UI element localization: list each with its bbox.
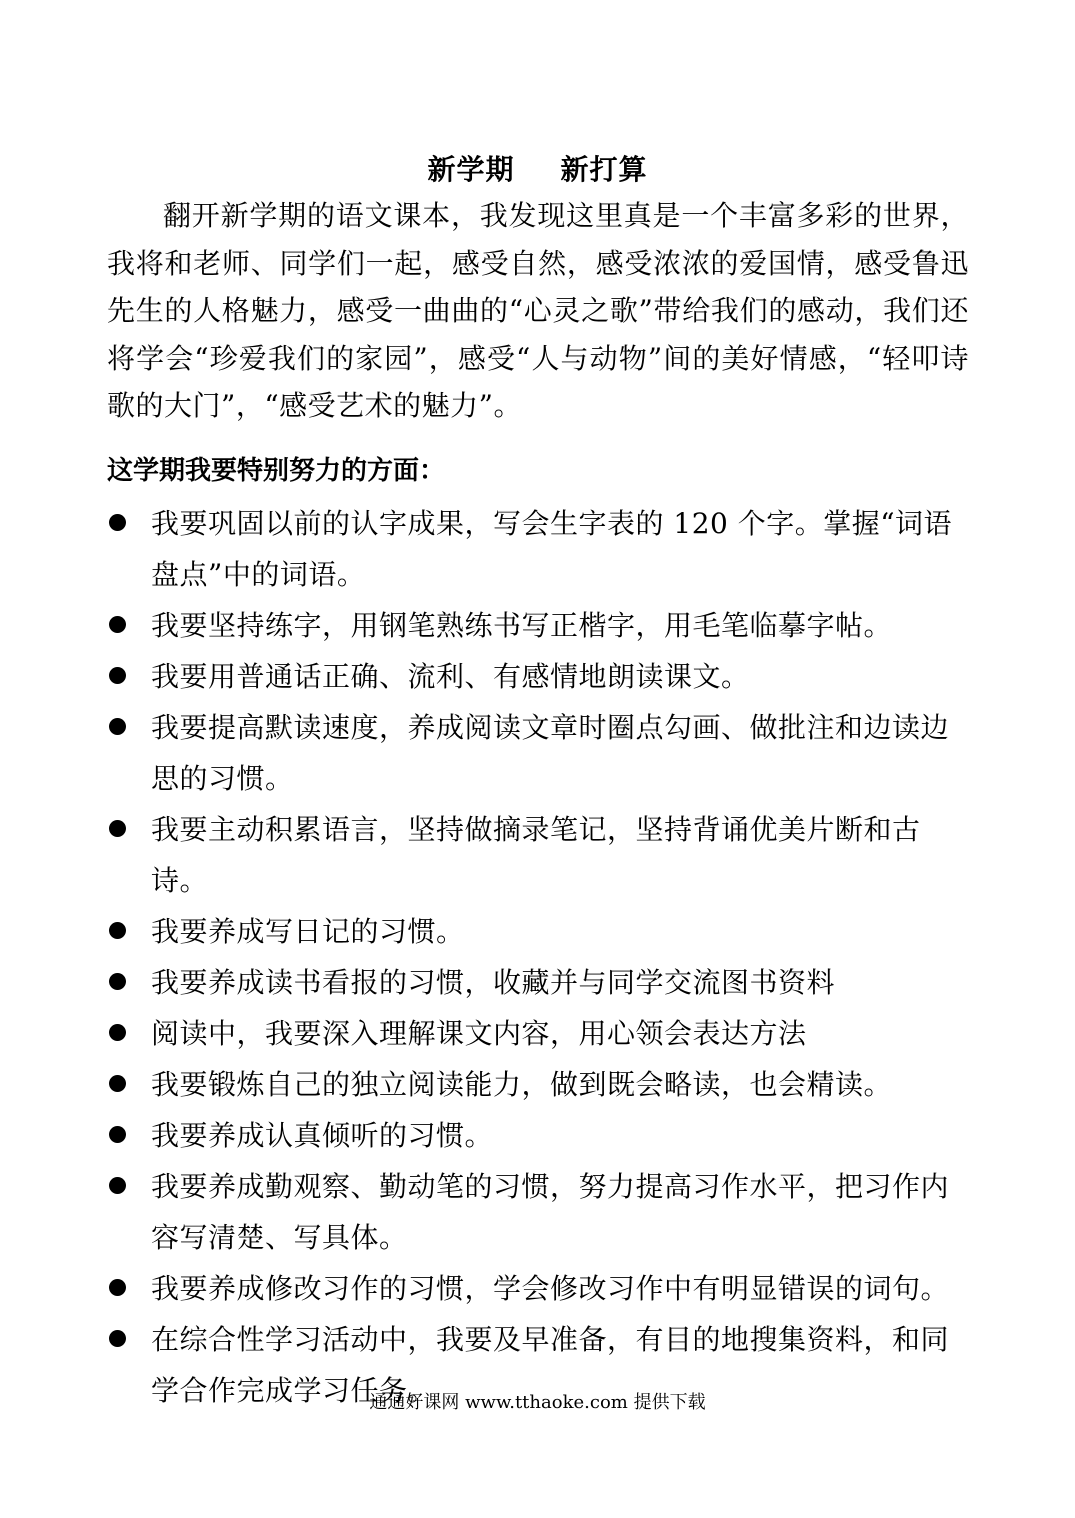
goal-item bbox=[107, 1110, 971, 1161]
goal-item bbox=[107, 804, 971, 906]
bullet-icon bbox=[109, 514, 126, 531]
page-title bbox=[0, 145, 1075, 195]
bullet-icon bbox=[109, 973, 126, 990]
bullet-icon bbox=[109, 1330, 126, 1347]
goal-text: 阅读中，我要深入理解课文内容，用心领会表达方法 bbox=[151, 1017, 807, 1050]
goal-text: 我要养成读书看报的习惯，收藏并与同学交流图书资料 bbox=[151, 966, 836, 999]
goal-item bbox=[107, 1008, 971, 1059]
bullet-icon bbox=[109, 1075, 126, 1092]
goal-text: 我要巩固以前的认字成果，写会生字表的 120 个字。掌握“词语盘点”中的词语。 bbox=[151, 507, 953, 591]
goal-item bbox=[107, 1161, 971, 1263]
goal-text: 我要用普通话正确、流利、有感情地朗读课文。 bbox=[151, 660, 750, 693]
goal-text: 我要养成修改习作的习惯，学会修改习作中有明显错误的词句。 bbox=[151, 1272, 950, 1305]
goal-item bbox=[107, 651, 971, 702]
bullet-icon bbox=[109, 1177, 126, 1194]
bullet-icon bbox=[109, 922, 126, 939]
bullet-icon bbox=[109, 1126, 126, 1143]
bullet-icon bbox=[109, 616, 126, 633]
goal-item bbox=[107, 498, 971, 600]
bullet-icon bbox=[109, 1024, 126, 1041]
goal-item bbox=[107, 1059, 971, 1110]
goal-text: 我要提高默读速度，养成阅读文章时圈点勾画、做批注和边读边思的习惯。 bbox=[151, 711, 950, 795]
bullet-icon bbox=[109, 1279, 126, 1296]
bullet-icon bbox=[109, 718, 126, 735]
goal-item bbox=[107, 957, 971, 1008]
title-right: 新打算 bbox=[560, 153, 648, 186]
goal-item bbox=[107, 702, 971, 804]
goal-text: 我要主动积累语言，坚持做摘录笔记，坚持背诵优美片断和古诗。 bbox=[151, 813, 921, 897]
goal-text: 我要坚持练字，用钢笔熟练书写正楷字，用毛笔临摹字帖。 bbox=[151, 609, 893, 642]
goal-text: 我要锻炼自己的独立阅读能力，做到既会略读，也会精读。 bbox=[151, 1068, 893, 1101]
goal-item bbox=[107, 906, 971, 957]
goal-text: 我要养成认真倾听的习惯。 bbox=[151, 1119, 494, 1152]
goal-text: 我要养成勤观察、勤动笔的习惯，努力提高习作水平，把习作内容写清楚、写具体。 bbox=[151, 1170, 950, 1254]
footer-credit: 通通好课网 www.tthaoke.com 提供下载 bbox=[369, 1392, 706, 1413]
bullet-icon bbox=[109, 667, 126, 684]
intro-paragraph: 翻开新学期的语文课本，我发现这里真是一个丰富多彩的世界，我将和老师、同学们一起，感受自然，感受浓浓的爱国情，感受鲁迅先生的人格魅力，感受一曲曲的“心灵之歌”带给我们的感动，我们还将学会“珍爱我们的家园”，感受“人与动物”间的美好情感，“轻叩诗歌的大门”，“感受艺术的魅力”。 bbox=[107, 199, 969, 422]
goal-text: 在综合性学习活动中，我要及早准备，有目的地搜集资料，和同学合作完成学习任务。 bbox=[151, 1323, 950, 1407]
bullet-icon bbox=[109, 820, 126, 837]
title-left: 新学期 bbox=[427, 153, 515, 186]
goals-heading: 这学期我要特别努力的方面： bbox=[107, 456, 446, 486]
goal-text: 我要养成写日记的习惯。 bbox=[151, 915, 465, 948]
goal-item bbox=[107, 600, 971, 651]
goal-item bbox=[107, 1263, 971, 1314]
goals-list bbox=[107, 498, 971, 1416]
